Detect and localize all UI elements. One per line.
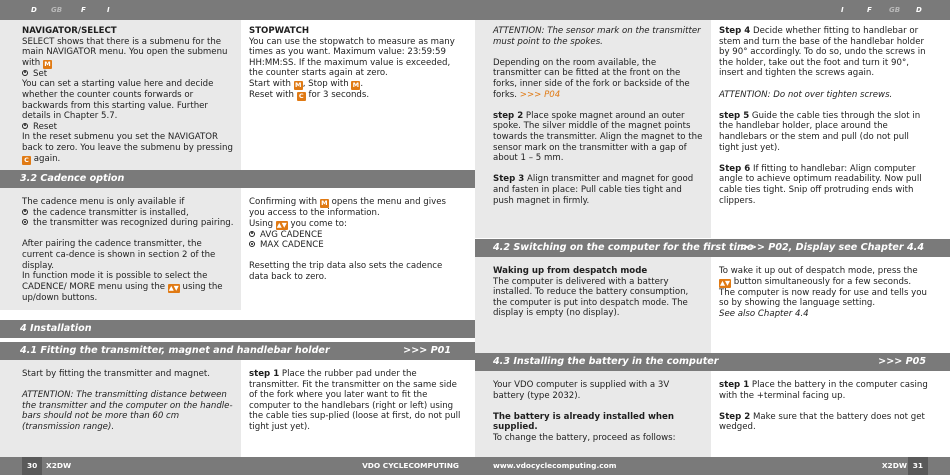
wake-up-text: To wake it up out of despatch mode, press the ▲▼ button simultaneously for a few seconds. bbox=[719, 266, 918, 287]
navigator-set-item: Set bbox=[22, 69, 235, 80]
cadence-menu-text: In function mode it is possible to select the CADENCE/ MORE menu using the ▲▼ using the up/down buttons. bbox=[22, 271, 223, 303]
stopwatch-text: You can use the stopwatch to measure as many times as you want. Maximum value: 23:59:59 HH:MM:SS. If the maximum value is exceeded, the counter starts again at zero. bbox=[249, 36, 455, 79]
step6-text: If fitting to handlebar: Align computer angle to achieve optimum readability. Now pull cable ties tight. Snip off protruding ends with clippers. bbox=[719, 163, 922, 206]
fitting-left-column bbox=[0, 360, 241, 457]
circle-bullet-icon bbox=[249, 231, 255, 237]
left-page-header bbox=[0, 0, 475, 20]
step1-label: step 1 bbox=[249, 369, 280, 379]
stopwatch-reset: Reset with C for 3 seconds. bbox=[249, 89, 370, 100]
right-footer-model: X2DW bbox=[881, 461, 907, 470]
menu-button-icon: M bbox=[294, 80, 302, 89]
step3-text: Align transmitter and magnet for good and fasten in place: Pull cable ties tight and push magnet in firmly. bbox=[493, 174, 694, 206]
navigator-paragraph: SELECT shows that there is a submenu for the main NAVIGATOR menu. You open the submenu with M bbox=[22, 36, 228, 68]
circle-bullet-icon bbox=[22, 209, 28, 215]
step5-label: step 5 bbox=[719, 110, 750, 121]
room-available-text: Depending on the room available, the transmitter can be fitted at the front on the forks, inner side of the fork or backside of the forks. >>> P04 bbox=[493, 57, 690, 100]
fitting-steps-right-column bbox=[711, 20, 950, 238]
right-page-footer bbox=[475, 457, 950, 475]
clear-button-icon: C bbox=[22, 156, 31, 165]
battery-step1-text: Place the battery in the computer casing with the +terminal facing up. bbox=[719, 380, 928, 401]
stopwatch-title: STOPWATCH bbox=[249, 26, 310, 36]
step2-label: step 2 bbox=[493, 110, 524, 121]
cadence-avg-item: AVG CADENCE bbox=[249, 230, 461, 241]
right-page-header bbox=[475, 0, 950, 20]
battery-right-column bbox=[711, 371, 950, 457]
right-page-number: 31 bbox=[908, 457, 928, 475]
navigator-select-section bbox=[0, 20, 241, 170]
menu-button-icon: M bbox=[352, 80, 360, 89]
right-page bbox=[475, 0, 950, 475]
up-down-buttons-icon: ▲▼ bbox=[276, 220, 287, 229]
cadence-intro: The cadence menu is only available if bbox=[22, 197, 185, 207]
left-footer-model: X2DW bbox=[46, 461, 72, 470]
lang-tab-gb[interactable]: GB bbox=[889, 6, 901, 14]
circle-bullet-icon bbox=[22, 219, 28, 225]
clear-button-icon: C bbox=[297, 92, 306, 101]
tighten-attention-text: ATTENTION: Do not over tighten screws. bbox=[719, 89, 893, 100]
step4-label: Step 4 bbox=[719, 26, 751, 36]
see-chapter-text: See also Chapter 4.4 bbox=[719, 308, 809, 319]
cadence-option-heading: 3.2 Cadence option bbox=[0, 170, 475, 188]
left-footer-brand: VDO CYCLECOMPUTING bbox=[362, 461, 459, 470]
lang-tab-f[interactable]: F bbox=[867, 6, 872, 14]
battery-page-ref: >>> P05 bbox=[878, 356, 926, 367]
lang-tab-d[interactable]: D bbox=[31, 6, 37, 14]
fitting-step1 bbox=[241, 360, 475, 457]
despatch-right-column bbox=[711, 257, 950, 353]
step5-text: Guide the cable ties through the slot in the handlebar holder, place around the handlebars or the stem and pull (do not pull tight just yet). bbox=[719, 110, 921, 153]
fitting-start-text: Start by fitting the transmitter and magnet. bbox=[22, 369, 210, 379]
fitting-attention-text: ATTENTION: The transmitting distance between the transmitter and the computer on the handle-bars should not be more than 60 cm (transmission range). bbox=[22, 390, 233, 432]
navigator-reset-item: Reset bbox=[22, 122, 235, 133]
installation-heading: 4 Installation bbox=[0, 320, 475, 338]
navigator-reset-text: In the reset submenu you set the NAVIGATOR back to zero. You leave the submenu by pressing C again. bbox=[22, 132, 233, 164]
cadence-pairing-text: After pairing the cadence transmitter, the current ca-dence is shown in section 2 of the display. bbox=[22, 239, 216, 271]
battery-step1-label: step 1 bbox=[719, 380, 750, 390]
fitting-steps-left-column bbox=[475, 20, 711, 238]
left-page-footer bbox=[0, 457, 475, 475]
despatch-left-column bbox=[475, 257, 711, 353]
navigator-title: NAVIGATOR/SELECT bbox=[22, 26, 117, 36]
lang-tab-d[interactable]: D bbox=[916, 6, 922, 14]
navigator-set-text: You can set a starting value here and decide whether the counter counts forwards or backwards from this starting value. Further details in Chapter 5.7. bbox=[22, 79, 214, 122]
despatch-title: Waking up from despatch mode bbox=[493, 266, 648, 276]
sensor-attention-text: ATTENTION: The sensor mark on the transmitter must point to the spokes. bbox=[493, 26, 701, 47]
battery-heading: 4.3 Installing the battery in the computer >>> P05 bbox=[475, 353, 950, 371]
up-down-buttons-icon: ▲▼ bbox=[720, 278, 730, 287]
cadence-right-column bbox=[241, 188, 475, 310]
p04-page-ref: >>> P04 bbox=[519, 89, 561, 100]
stopwatch-start-stop: Start with M, Stop with M. bbox=[249, 78, 364, 89]
lang-tab-i[interactable]: I bbox=[841, 6, 844, 14]
step3-label: Step 3 bbox=[493, 174, 525, 185]
cadence-max-item: MAX CADENCE bbox=[249, 240, 461, 251]
cadence-confirm-text: Confirming with M opens the menu and gives you access to the information. bbox=[249, 197, 446, 218]
switching-on-page-ref: >>> P02, Display see Chapter 4.4 bbox=[740, 242, 924, 253]
cadence-using-text: Using ▲▼ you come to: bbox=[249, 218, 347, 229]
step2-text: Place spoke magnet around an outer spoke. The silver middle of the magnet points towards the transmitter. Align the magnet to the sensor mark on the transmitter with a gap of about 1 – 5 mm. bbox=[493, 110, 703, 164]
battery-step2-label: Step 2 bbox=[719, 411, 751, 422]
left-page-number: 30 bbox=[22, 457, 42, 475]
menu-button-icon: M bbox=[321, 199, 328, 207]
lang-tab-gb[interactable]: GB bbox=[51, 6, 63, 14]
step4-text: Decide whether fitting to handlebar or stem and turn the base of the handlebar holder by 90° accordingly. To do so, undo the screws in the holder, take out the foot and turn it 90°, insert and tighten the screws again. bbox=[719, 26, 926, 79]
up-down-buttons-icon: ▲▼ bbox=[168, 283, 179, 292]
despatch-text: The computer is delivered with a battery installed. To reduce the battery consumption, the computer is put into despatch mode. The display is empty (no display). bbox=[493, 276, 689, 319]
switching-on-heading: 4.2 Switching on the computer for the first time >>> P02, Display see Chapter 4.4 bbox=[475, 239, 950, 257]
fitting-page-ref: >>> P01 bbox=[403, 345, 451, 356]
cadence-bullet-2: the transmitter was recognized during pairing. bbox=[22, 218, 235, 229]
step6-label: Step 6 bbox=[719, 163, 751, 174]
cadence-reset-text: Resetting the trip data also sets the cadence data back to zero. bbox=[249, 261, 443, 282]
cadence-bullet-1: the cadence transmitter is installed, bbox=[22, 208, 235, 219]
battery-left-column bbox=[475, 371, 711, 457]
lang-tab-i[interactable]: I bbox=[107, 6, 110, 14]
battery-installed-title: The battery is already installed when supplied. bbox=[493, 411, 674, 433]
circle-bullet-icon bbox=[22, 70, 28, 76]
step1-text: Place the rubber pad under the transmitter. Fit the transmitter on the same side of the fork where you later want to fit the computer to the handlebars (right or left) using the cable ties sup-plied (loose at first, do not pull tight just yet). bbox=[249, 369, 461, 432]
lang-tab-f[interactable]: F bbox=[81, 6, 86, 14]
stopwatch-section bbox=[241, 20, 475, 170]
battery-change-text: To change the battery, proceed as follows: bbox=[493, 432, 676, 443]
cadence-left-column bbox=[0, 188, 241, 310]
ready-text: The computer is now ready for use and tells you so by showing the language setting. bbox=[719, 287, 927, 309]
footer-url[interactable]: www.vdocyclecomputing.com bbox=[493, 461, 617, 470]
battery-step2-text: Make sure that the battery does not get wedged. bbox=[719, 411, 925, 433]
circle-bullet-icon bbox=[249, 241, 255, 247]
menu-button-icon: M bbox=[44, 59, 51, 68]
circle-bullet-icon bbox=[22, 123, 28, 129]
fitting-heading: 4.1 Fitting the transmitter, magnet and handlebar holder >>> P01 bbox=[0, 342, 475, 360]
battery-supplied-text: Your VDO computer is supplied with a 3V battery (type 2032). bbox=[493, 380, 670, 401]
